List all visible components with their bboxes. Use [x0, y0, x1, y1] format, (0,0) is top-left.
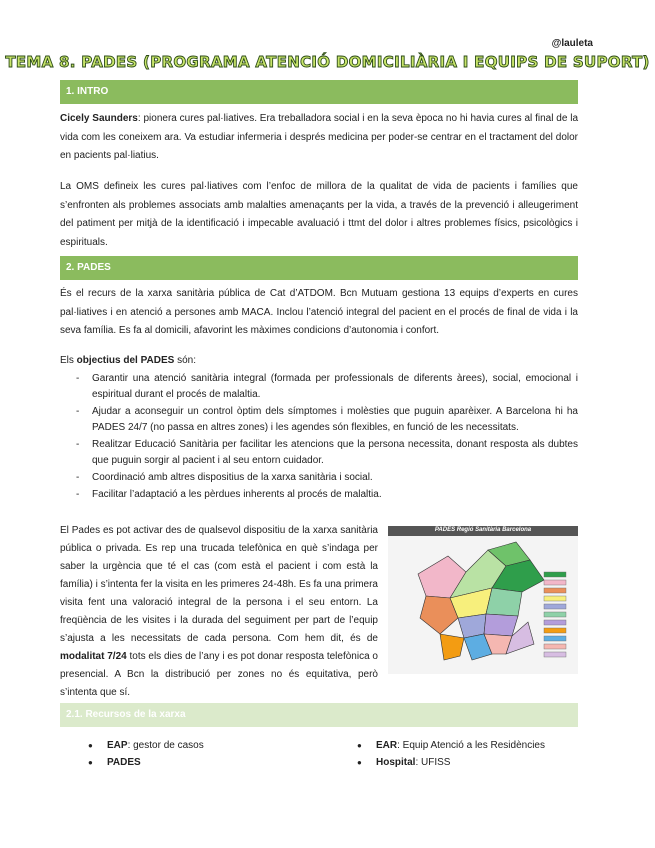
section-heading-recursos: 2.1. Recursos de la xarxa — [60, 703, 578, 727]
cicely-saunders-name: Cicely Saunders — [60, 113, 138, 124]
map-title: PADES Regió Sanitària Barcelona — [434, 527, 532, 533]
legend-swatch — [544, 596, 566, 601]
resource-name: PADES — [107, 757, 141, 768]
resource-desc: : gestor de casos — [127, 740, 204, 751]
legend-swatch — [544, 636, 566, 641]
section-heading-intro: 1. INTRO — [60, 80, 578, 104]
resource-name: EAP — [107, 740, 128, 751]
pades-paragraph: És el recurs de la xarxa sanitària pública de Cat d’ATDOM. Bcn Mutuam gestiona 13 equips d’experts en cures pal·liatives i en atenció a persones amb MACA. Inclou l’atenció integral del pacient en el procés de final de vida i la seva família. Es fa al domicili, afavorint les màximes condicions d’autonomia i confort. — [60, 288, 578, 336]
map-zone — [440, 634, 464, 660]
activation-paragraph — [60, 522, 378, 702]
map-zone — [486, 588, 522, 616]
intro-paragraph-oms: La OMS defineix les cures pal·liatives com l’enfoc de millora de la qualitat de vida de pacients i famílies que s’enfronten als problemes associats amb malalties amenaçants per la vida, a través de la prevenció i alleugeriment del patiment per mitjà de la identificació i impecable avaluació i ttmt del dolor i altres problemes físics, psicològics i espirituals. — [60, 181, 578, 248]
map-zone — [484, 614, 518, 636]
objectives-intro — [60, 352, 578, 371]
resource-name: EAR — [376, 740, 398, 751]
legend-swatch — [544, 604, 566, 609]
legend-swatch — [544, 652, 566, 657]
modality-bold: modalitat 7/24 — [60, 651, 127, 662]
objective-item: - Coordinació amb altres dispositius de la xarxa sanitària i social. — [60, 470, 578, 486]
legend-swatch — [544, 588, 566, 593]
map-illustration — [388, 526, 578, 674]
objective-item: - Realitzar Educació Sanitària per facilitar les atencions que la persona necessita, donant resposta als dubtes que puguin sorgir al pacient i al seu entorn cuidador. — [60, 437, 578, 469]
author-handle: @lauleta — [551, 38, 593, 49]
objectives-list — [60, 371, 578, 504]
objectives-post: són: — [174, 355, 196, 366]
resource-desc: : Equip Atenció a les Residències — [397, 740, 545, 751]
activation-text-b: tots els dies de l’any i es pot donar resposta telefònica o presencial. A Bcn la distribució per zones no és equitativa, però s’intenta que sí. — [60, 651, 378, 698]
objective-item: - Garantir una atenció sanitària integral (formada per professionals de diferents àrees), social, emocional i espiritual durant el procés de malaltia. — [60, 371, 578, 403]
intro-paragraph-saunders — [60, 110, 578, 166]
objectives-bold: objectius del PADES — [76, 355, 175, 366]
saunders-description: : pionera cures pal·liatives. Era treballadora social i en la seva època no hi havia cures al final de la vida com les coneixem ara. Va estudiar infermeria i després medicina per poder-se centrar en el tractament del dolor en pacients pal·liatius. — [60, 113, 579, 161]
resource-desc: : UFISS — [415, 757, 451, 768]
objectives-pre: Els — [60, 355, 77, 366]
resource-item — [357, 737, 597, 754]
resource-item — [88, 737, 328, 754]
resources-list-left — [88, 737, 328, 771]
objective-item: - Ajudar a aconseguir un control òptim dels símptomes i molèsties que puguin aparèixer. A Barcelona hi ha PADES 24/7 (no passa en altres zones) i les agendes són flexibles, en funció de les necessitats. — [60, 404, 578, 436]
objective-item: - Facilitar l’adaptació a les pèrdues inherents al procés de malaltia. — [60, 487, 578, 503]
section-heading-pades: 2. PADES — [60, 256, 578, 280]
resources-list-right — [357, 737, 597, 771]
pades-region-map — [388, 526, 578, 674]
legend-swatch — [544, 612, 566, 617]
legend-swatch — [544, 628, 566, 633]
legend-swatch — [544, 580, 566, 585]
resource-item — [88, 754, 328, 771]
resource-item — [357, 754, 597, 771]
activation-text-a: El Pades es pot activar des de qualsevol dispositiu de la xarxa sanitària pública o privada. Es rep una trucada telefònica en què s’indaga per saber la urgència que té el cas (com està el pacient i com està la família) i s’intenta fer la visita en les primeres 24-48h. Es fa una primera visita fent una valoració integral de la persona i el seu entorn. La freqüència de les visites i la durada del seguiment per part de l’equip s’ajusta a les necessitats de cada persona. Com hem dit, és de — [60, 525, 378, 644]
legend-swatch — [544, 644, 566, 649]
legend-swatch — [544, 620, 566, 625]
resource-name: Hospital — [376, 757, 416, 768]
page-title: TEMA 8. PADES (PROGRAMA ATENCIÓ DOMICILIÀRIA I EQUIPS DE SUPORT) — [5, 53, 650, 71]
legend-swatch — [544, 572, 566, 577]
